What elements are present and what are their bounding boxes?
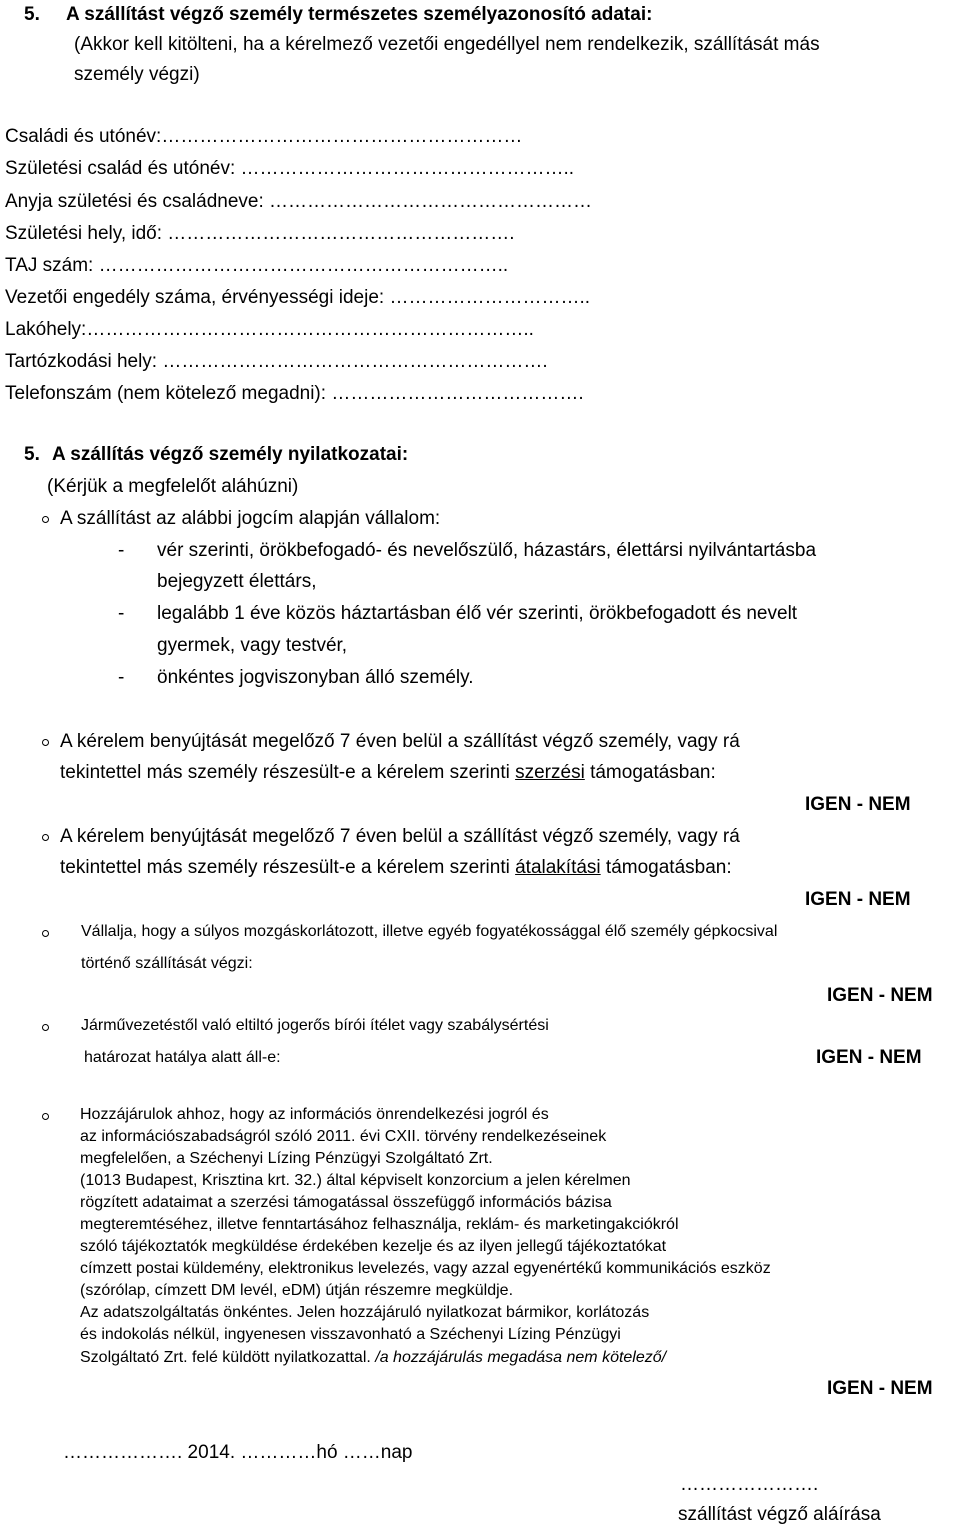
question-keyword: átalakítási	[515, 857, 601, 878]
dash-icon: -	[118, 667, 125, 688]
bullet-icon	[42, 930, 49, 937]
question-text	[60, 763, 716, 782]
section-number: 5.	[24, 444, 40, 465]
question-text: Járművezetéstől való eltiltó jogerős bírói ítélet vagy szabálysértési	[81, 1017, 549, 1034]
section-note: (Akkor kell kitölteni, ha a kérelmező vezetői engedéllyel nem rendelkezik, szállítását más	[74, 34, 820, 55]
yes-no-option[interactable]: IGEN - NEM	[827, 1378, 933, 1399]
consent-optional-note: /a hozzájárulás megadása nem kötelező/	[375, 1349, 667, 1366]
question-text-part: tekintettel más személy részesült-e a kérelem szerinti	[60, 857, 516, 878]
consent-line: rögzített adataimat a szerzési támogatással összefüggő információs bázisa	[80, 1194, 612, 1211]
date-field[interactable]: ………………. 2014. …………hó ……nap	[63, 1442, 413, 1463]
question-text: A kérelem benyújtását megelőző 7 éven belül a szállítást végző személy, vagy rá	[60, 826, 740, 847]
consent-line: az információszabadságról szóló 2011. évi CXII. törvény rendelkezéseinek	[80, 1128, 607, 1145]
field-license-number[interactable]: Vezetői engedély száma, érvényességi ideje: …………………………..	[5, 287, 591, 308]
dash-icon: -	[118, 603, 125, 624]
question-text: A kérelem benyújtását megelőző 7 éven belül a szállítást végző személy, vagy rá	[60, 731, 740, 752]
option-relative[interactable]: vér szerinti, örökbefogadó- és nevelőszülő, házastárs, élettársi nyilvántartásba	[157, 540, 817, 561]
bullet-icon	[42, 834, 49, 841]
signature-line[interactable]: ………………….	[680, 1474, 819, 1495]
question-text-part: támogatásban:	[584, 762, 716, 783]
yes-no-option[interactable]: IGEN - NEM	[805, 889, 911, 910]
option-household[interactable]: legalább 1 éve közös háztartásban élő vér szerinti, örökbefogadott és nevelt	[157, 603, 798, 624]
field-taj-number[interactable]: TAJ szám: ………………………………………………………..	[5, 255, 509, 276]
consent-line	[80, 1350, 666, 1366]
consent-line: (szórólap, címzett DM levél, eDM) útján részemre megküldje.	[80, 1282, 514, 1299]
question-text-part: támogatásban:	[600, 857, 732, 878]
consent-line: megfelelően, a Széchenyi Lízing Pénzügyi Szolgáltató Zrt.	[80, 1150, 493, 1167]
section-note: személy végzi)	[74, 64, 200, 85]
consent-line: Az adatszolgáltatás önkéntes. Jelen hozzájáruló nyilatkozat bármikor, korlátozás	[80, 1304, 650, 1321]
dash-icon: -	[118, 540, 125, 561]
field-birth-place-date[interactable]: Születési hely, idő: ……………………………………………….	[5, 223, 515, 244]
section-title: A szállítás végző személy nyilatkozatai:	[52, 444, 409, 465]
bullet-icon	[42, 516, 49, 523]
bullet-icon	[42, 1024, 49, 1031]
yes-no-option[interactable]: IGEN - NEM	[816, 1047, 922, 1068]
field-family-name[interactable]: Családi és utónév:…………………………………………………	[5, 126, 523, 147]
field-address[interactable]: Lakóhely:……………………………………………………………..	[5, 319, 534, 340]
consent-text: Szolgáltató Zrt. felé küldött nyilatkozattal.	[80, 1349, 376, 1366]
question-text: történő szállítását végzi:	[81, 955, 253, 972]
signature-label: szállítást végző aláírása	[678, 1504, 881, 1525]
consent-line: címzett postai küldemény, elektronikus levelezés, vagy azzal egyenértékű kommunikációs eszköz	[80, 1260, 771, 1277]
field-residence[interactable]: Tartózkodási hely: …………………………………………………….	[5, 351, 548, 372]
consent-line: Hozzájárulok ahhoz, hogy az információs önrendelkezési jogról és	[80, 1106, 549, 1123]
field-phone[interactable]: Telefonszám (nem kötelező megadni): ………………………………….	[5, 383, 584, 404]
consent-line: (1013 Budapest, Krisztina krt. 32.) által képviselt konzorcium a jelen kérelmen	[80, 1172, 631, 1189]
field-birth-name[interactable]: Születési család és utónév: ……………………………………………..	[5, 158, 575, 179]
legal-basis-intro: A szállítást az alábbi jogcím alapján vállalom:	[60, 508, 441, 529]
field-mother-name[interactable]: Anyja születési és családneve: ……………………………………………	[5, 191, 593, 212]
option-relative[interactable]: bejegyzett élettárs,	[157, 571, 317, 592]
section-title: A szállítást végző személy természetes személyazonosító adatai:	[66, 4, 653, 25]
section-number: 5.	[24, 4, 40, 25]
question-text	[60, 858, 732, 877]
bullet-icon	[42, 739, 49, 746]
yes-no-option[interactable]: IGEN - NEM	[805, 794, 911, 815]
question-text-part: tekintettel más személy részesült-e a kérelem szerinti	[60, 762, 516, 783]
consent-line: megteremtéséhez, illetve fenntartásához felhasználja, reklám- és marketingakciókról	[80, 1216, 679, 1233]
question-text: Vállalja, hogy a súlyos mozgáskorlátozott, illetve egyéb fogyatékossággal élő személy gépkocsival	[81, 923, 778, 940]
option-household[interactable]: gyermek, vagy testvér,	[157, 635, 348, 656]
question-text: határozat hatálya alatt áll-e:	[84, 1049, 281, 1066]
question-keyword: szerzési	[515, 762, 585, 783]
yes-no-option[interactable]: IGEN - NEM	[827, 985, 933, 1006]
consent-line: és indokolás nélkül, ingyenesen visszavonható a Széchenyi Lízing Pénzügyi	[80, 1326, 621, 1343]
option-volunteer[interactable]: önkéntes jogviszonyban álló személy.	[157, 667, 474, 688]
section-note: (Kérjük a megfelelőt aláhúzni)	[47, 476, 299, 497]
consent-line: szóló tájékoztatók megküldése érdekében kezelje és az ilyen jellegű tájékoztatókat	[80, 1238, 667, 1255]
bullet-icon	[42, 1113, 49, 1120]
